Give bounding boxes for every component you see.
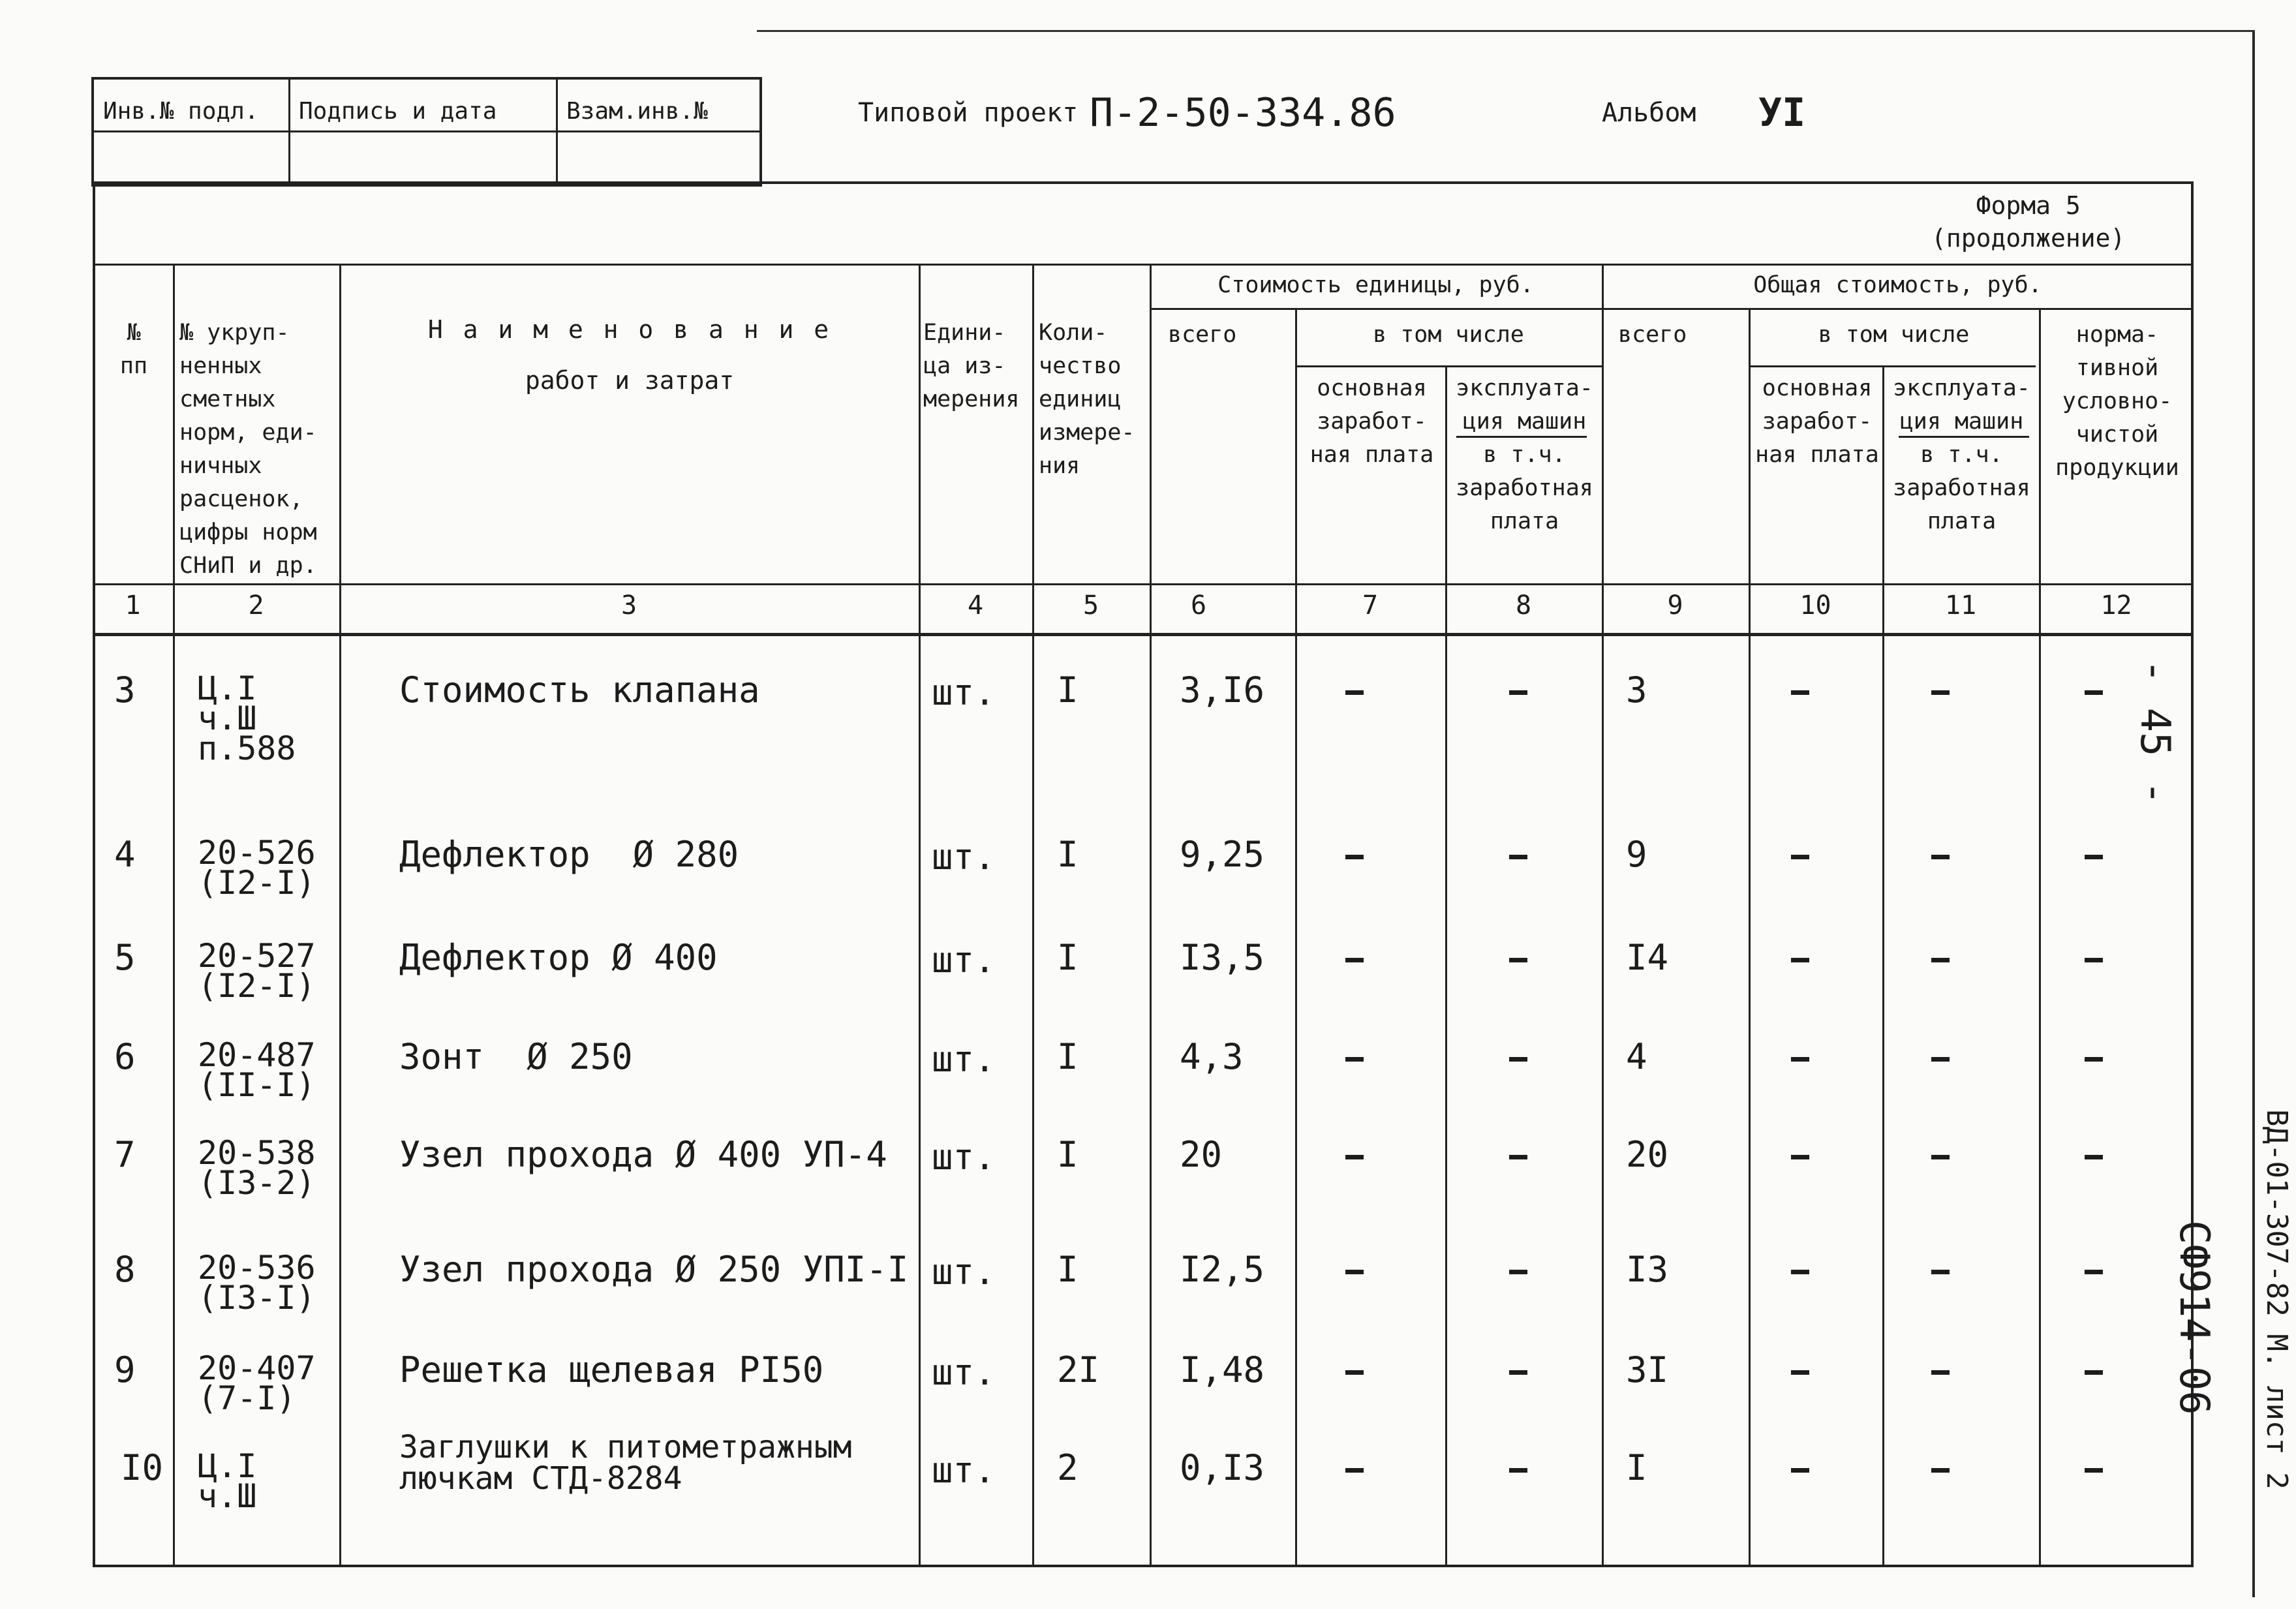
empty-cell-dash [1345,1057,1364,1062]
row-norm-code: 20-487 (II-I) [198,1036,316,1104]
empty-cell-dash [2085,855,2103,859]
empty-cell-dash [2085,1370,2103,1375]
row-unit-price: 20 [1180,1134,1223,1175]
header-unit-machines: эксплуата- ция машин [1456,375,1593,435]
empty-cell-dash [2085,1155,2103,1159]
col-num-10: 10 [1799,590,1831,621]
col-num-12: 12 [2100,590,2132,621]
row-unit: шт. [932,836,996,878]
row-qty: I [1057,1249,1079,1290]
row-name: Решетка щелевая PI50 [399,1349,824,1390]
row-number: 6 [114,1036,136,1077]
header-unit-machines-wage: в т.ч. заработная плата [1456,442,1593,534]
empty-cell-dash [1345,1270,1364,1274]
row-norm-code: 20-526 (I2-I) [198,834,316,902]
header-top-rule [93,264,2194,266]
row-name: Узел прохода Ø 250 УПI-I [399,1249,909,1290]
empty-cell-dash [1791,1270,1809,1274]
row-unit-price: 4,3 [1180,1036,1244,1077]
row-number: 3 [114,669,136,711]
row-name: Зонт Ø 250 [399,1036,633,1077]
header-net-output: норма- тивной условно- чистой продукции [2055,322,2179,481]
header-total-total: всего [1618,322,1687,348]
col-num-4: 4 [967,590,984,621]
row-qty: 2I [1057,1349,1100,1390]
project-code: П-2-50-334.86 [1090,90,1396,136]
row-name: Заглушки к питометражным лючкам СТД-8284 [399,1429,852,1497]
row-name: Дефлектор Ø 400 [399,937,718,978]
empty-cell-dash [1345,690,1364,695]
empty-cell-dash [1509,855,1527,859]
row-norm-code: 20-527 (I2-I) [198,937,316,1005]
empty-cell-dash [2085,690,2103,695]
stamp-vzam: Взам.инв.№ [566,98,708,125]
approval-stamp [91,77,762,187]
empty-cell-dash [1791,855,1809,859]
form-caption [1931,189,2125,254]
empty-cell-dash [2085,1468,2103,1473]
row-qty: I [1057,669,1079,711]
col-num-11: 11 [1944,590,1977,621]
album-label: Альбом [1602,98,1696,128]
empty-cell-dash [1931,855,1950,859]
empty-cell-dash [1791,1155,1809,1159]
row-qty: I [1057,1036,1079,1077]
header-bottom-rule [93,633,2194,636]
empty-cell-dash [1931,1057,1950,1062]
row-name: Стоимость клапана [399,669,760,711]
row-norm-code: Ц.I ч.Ш [198,1447,257,1515]
row-norm-code: 20-407 (7-I) [198,1349,316,1417]
row-total: 3I [1626,1349,1669,1390]
row-unit-price: 9,25 [1180,834,1265,875]
row-unit: шт. [932,1039,996,1080]
row-total: 3 [1626,669,1647,711]
row-qty: I [1057,1134,1079,1175]
empty-cell-dash [1345,1370,1364,1375]
header-total-incl: в том числе [1818,322,1970,348]
empty-cell-dash [1345,958,1364,962]
album-number: УI [1758,90,1806,136]
row-total: I3 [1626,1249,1669,1290]
page-number: - 45 - [2132,659,2179,805]
header-col-name-title: Н а и м е н о в а н и е [427,315,832,344]
empty-cell-dash [1791,690,1809,695]
empty-cell-dash [1509,1057,1527,1062]
empty-cell-dash [1791,958,1809,962]
header-unit-wage: основная заработ- ная плата [1309,375,1434,468]
row-qty: 2 [1057,1447,1079,1488]
empty-cell-dash [1509,1155,1527,1159]
row-unit: шт. [932,1137,996,1178]
empty-cell-dash [1509,1468,1527,1473]
album-reference: ВД-01-307-82 М. лист 2 [2260,1109,2293,1490]
empty-cell-dash [1791,1468,1809,1473]
row-unit: шт. [932,1450,996,1491]
empty-cell-dash [1345,1155,1364,1159]
frame-right-border [2252,31,2255,1597]
empty-cell-dash [1791,1370,1809,1375]
header-col-number: № пп [119,320,148,379]
header-col-norms: № укруп- ненных сметных норм, еди- ничных расценок, цифры норм СНиП и др. [179,320,317,579]
empty-cell-dash [1931,1468,1950,1473]
col-num-3: 3 [620,590,637,621]
row-norm-code: Ц.I ч.Ш п.588 [198,669,296,767]
header-unit-cost: Стоимость единицы, руб. [1217,272,1534,298]
row-total: I [1626,1447,1647,1488]
empty-cell-dash [1509,690,1527,695]
header-total-machines-wage: в т.ч. заработная плата [1893,442,2030,534]
empty-cell-dash [1931,1155,1950,1159]
empty-cell-dash [1931,958,1950,962]
row-qty: I [1057,834,1079,875]
empty-cell-dash [1509,1370,1527,1375]
row-unit: шт. [932,672,996,713]
row-name: Узел прохода Ø 400 УП-4 [399,1134,887,1175]
row-unit: шт. [932,1352,996,1393]
row-number: 8 [114,1249,136,1290]
header-total-wage: основная заработ- ная плата [1755,375,1879,468]
empty-cell-dash [1509,1270,1527,1274]
empty-cell-dash [2085,958,2103,962]
col-num-7: 7 [1362,590,1379,621]
row-norm-code: 20-536 (I3-I) [198,1249,316,1317]
frame-top-border [757,30,2255,32]
row-norm-code: 20-538 (I3-2) [198,1134,316,1202]
row-unit-price: I,48 [1180,1349,1265,1390]
empty-cell-dash [1931,1270,1950,1274]
header-unit-incl: в том числе [1373,322,1524,348]
empty-cell-dash [1931,1370,1950,1375]
col-num-5: 5 [1082,590,1099,621]
col-num-6: 6 [1190,590,1207,621]
row-number: 9 [114,1349,136,1390]
sheet-code: СФ914-06 [2171,1220,2218,1415]
row-number: I0 [121,1447,164,1488]
empty-cell-dash [1931,690,1950,695]
row-unit-price: I3,5 [1180,937,1265,978]
row-unit-price: 3,I6 [1180,669,1265,711]
row-name: Дефлектор Ø 280 [399,834,739,875]
row-number: 4 [114,834,136,875]
empty-cell-dash [1345,855,1364,859]
row-total: 9 [1626,834,1647,875]
header-col-unit: Едини- ца из- мерения [923,320,1020,412]
row-unit: шт. [932,940,996,981]
row-total: 4 [1626,1036,1647,1077]
empty-cell-dash [1791,1057,1809,1062]
row-qty: I [1057,937,1079,978]
row-total: 20 [1626,1134,1669,1175]
project-label: Типовой проект [858,98,1079,128]
empty-cell-dash [2085,1270,2103,1274]
col-num-2: 2 [248,590,264,621]
row-unit: шт. [932,1251,996,1293]
row-number: 5 [114,937,136,978]
header-col-name-sub: работ и затрат [525,366,735,395]
empty-cell-dash [2085,1057,2103,1062]
header-total-machines: эксплуата- ция машин [1893,375,2030,435]
header-col-qty: Коли- чество единиц измере- ния [1039,320,1135,479]
header-unit-total: всего [1168,322,1237,348]
empty-cell-dash [1509,958,1527,962]
header-total-cost: Общая стоимость, руб. [1753,272,2042,298]
stamp-podpis: Подпись и дата [299,98,497,125]
form-continued: (продолжение) [1931,224,2126,253]
col-num-9: 9 [1667,590,1683,621]
form-number: Форма 5 [1976,191,2081,220]
col-num-8: 8 [1515,590,1532,621]
row-total: I4 [1626,937,1669,978]
row-number: 7 [114,1134,136,1175]
stamp-inv-podl: Инв.№ подл. [103,98,259,125]
row-unit-price: 0,I3 [1180,1447,1265,1488]
row-unit-price: I2,5 [1180,1249,1265,1290]
empty-cell-dash [1345,1468,1364,1473]
col-num-1: 1 [125,590,141,621]
